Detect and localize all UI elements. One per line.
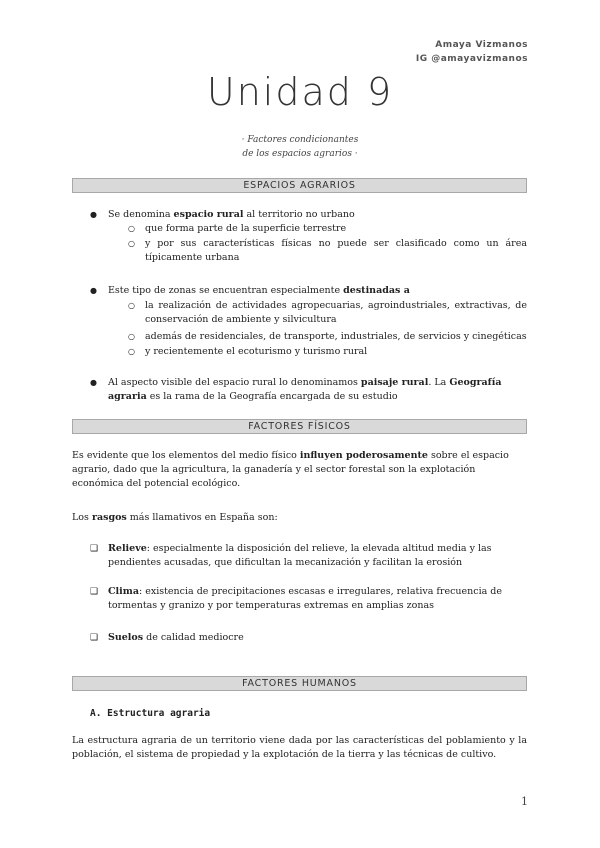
bold-term: Clima	[108, 586, 139, 597]
sub-bullet-icon: ○	[128, 239, 135, 248]
text-run: es la rama de la Geografía encargada de su estudio	[146, 391, 398, 402]
bold-term: paisaje rural	[360, 377, 429, 388]
text-run: al territorio no urbano	[243, 209, 355, 220]
item-suelos	[108, 631, 528, 645]
item-relieve	[108, 542, 528, 570]
subheading-estructura-agraria: A. Estructura agraria	[90, 708, 211, 719]
bold-term: influyen poderosamente	[299, 450, 428, 461]
checkbox-icon: ❑	[90, 544, 99, 554]
sub-bullet-icon: ○	[128, 224, 135, 233]
bold-term: espacio rural	[173, 209, 244, 220]
sub-bullet-5: y recientemente el ecoturismo y turismo rural	[145, 346, 368, 357]
section-heading-espacios: ESPACIOS AGRARIOS	[72, 178, 527, 193]
bold-term: Relieve	[108, 543, 147, 554]
bullet-destinadas	[108, 284, 528, 298]
text-run: sobre el espacio agrario, dado que la agricultura, la ganadería y el sector forestal son la explotación económica del potencial ecológico.	[72, 450, 509, 489]
text-run: Al aspecto visible del espacio rural lo denominamos	[108, 377, 361, 388]
text-run: Se denomina	[108, 209, 174, 220]
bullet-icon: ●	[90, 286, 97, 295]
text-run: : especialmente la disposición del relieve, la elevada altitud media y las pendientes acusadas, que dificultan la mecanización y facilitan la erosión	[108, 543, 492, 568]
bullet-icon: ●	[90, 378, 97, 387]
text-run: . La	[428, 377, 450, 388]
paragraph-fisicos-intro	[72, 449, 527, 491]
text-run: Este tipo de zonas se encuentran especialmente	[108, 285, 344, 296]
sub-bullet-1: que forma parte de la superficie terrestre	[145, 223, 347, 234]
sub-bullet-icon: ○	[128, 301, 135, 310]
text-run: más llamativos en España son:	[126, 512, 278, 523]
bullet-paisaje-rural	[108, 376, 528, 404]
bullet-espacio-rural	[108, 208, 528, 222]
bold-term: Suelos	[108, 632, 144, 643]
subtitle-line-2: de los espacios agrarios ·	[242, 149, 358, 159]
sub-bullet-icon: ○	[128, 347, 135, 356]
text-run: Los	[72, 512, 92, 523]
text-run: Es evidente que los elementos del medio físico	[72, 450, 300, 461]
page-number: 1	[521, 795, 528, 808]
checkbox-icon: ❑	[90, 587, 99, 597]
sub-bullet-icon: ○	[128, 332, 135, 341]
paragraph-rasgos	[72, 511, 527, 525]
section-heading-humanos: FACTORES HUMANOS	[72, 676, 527, 691]
subtitle-line-1: · Factores condicionantes	[241, 135, 359, 145]
sub-bullet-3: la realización de actividades agropecuarias, agroindustriales, extractivas, de conservación de ambiente y silvicultura	[145, 300, 527, 325]
author-name: Amaya Vizmanos	[435, 40, 528, 50]
bold-term: destinadas a	[343, 285, 410, 296]
text-run: de calidad mediocre	[143, 632, 244, 643]
page-title: Unidad 9	[206, 70, 394, 114]
bold-term: rasgos	[91, 512, 127, 523]
sub-bullet-4: además de residenciales, de transporte, industriales, de servicios y cinegéticas	[145, 331, 527, 342]
paragraph-estructura-agraria: La estructura agraria de un territorio viene dada por las características del poblamiento y la población, el sistema de propiedad y la explotación de la tierra y las técnicas de cultivo.	[72, 735, 527, 760]
bullet-icon: ●	[90, 210, 97, 219]
page-subtitle	[0, 133, 600, 161]
author-handle: IG @amayavizmanos	[415, 54, 528, 64]
checkbox-icon: ❑	[90, 633, 99, 643]
sub-bullet-2: y por sus características físicas no puede ser clasificado como un área típicamente urbana	[145, 238, 527, 263]
bold-term: Geografía agraria	[108, 377, 502, 402]
text-run: : existencia de precipitaciones escasas e irregulares, relativa frecuencia de tormentas y granizo y por temperaturas extremas en amplias zonas	[108, 586, 503, 611]
author-block	[416, 38, 528, 66]
section-heading-fisicos: FACTORES FÍSICOS	[72, 419, 527, 434]
item-clima	[108, 585, 528, 613]
